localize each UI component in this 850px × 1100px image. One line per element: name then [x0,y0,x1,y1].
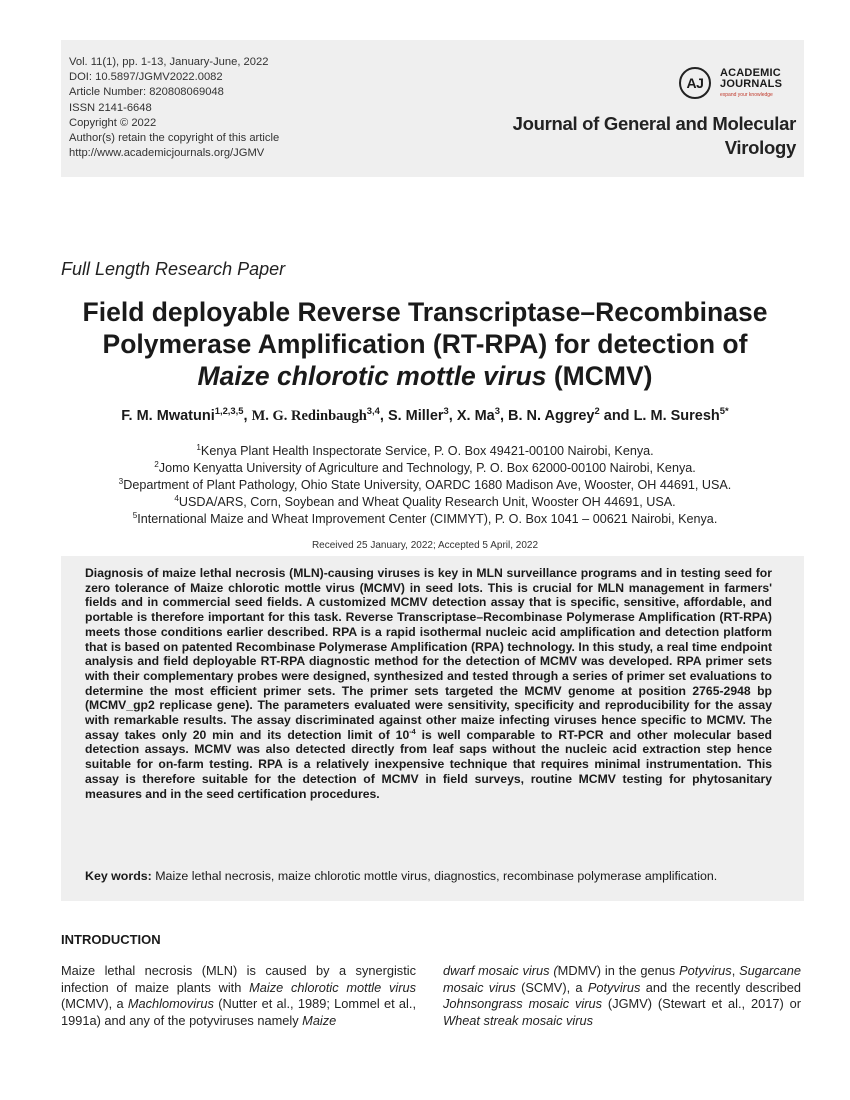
intro-text-italic: Johnsongrass mosaic virus [443,996,603,1012]
title-virus-name: Maize chlorotic mottle virus [197,361,547,391]
affiliation-text: Department of Plant Pathology, Ohio State University, OARDC 1680 Madison Ave, Wooster, OH 44691, USA. [123,478,732,492]
intro-text: and the recently described [640,979,801,995]
meta-copyright: Copyright © 2022 [69,116,157,129]
author-name: B. N. Aggrey [508,408,595,424]
author-name: S. Miller [387,408,444,424]
affiliation-sup: 1 [196,442,201,452]
logo-tagline: expand your knowledge [720,92,773,98]
intro-text: (MCMV), a [61,996,128,1012]
author-separator: , [499,408,509,424]
keywords-label: Key words: [85,869,152,883]
journal-title [513,112,796,160]
author-name: F. M. Mwatuni [121,408,215,424]
aj-logo-icon: AJ [679,67,711,99]
author-list [20,405,830,425]
meta-article-number: Article Number: 820808069048 [69,86,224,99]
meta-url[interactable]: http://www.academicjournals.org/JGMV [69,147,265,160]
author-affiliation-sup: 3 [494,405,500,417]
author-name: X. Ma [456,408,495,424]
detection-limit-exponent: -4 [409,726,416,736]
author-name: M. G. Redinbaugh [251,408,367,424]
logo-line-2: JOURNALS [720,78,783,90]
meta-rights: Author(s) retain the copyright of this article [69,132,280,145]
logo-wordmark [720,68,782,90]
journal-title-line-2: Virology [724,137,796,158]
meta-volume: Vol. 11(1), pp. 1-13, January-June, 2022 [69,56,269,68]
author-affiliation-sup: 3,4 [366,405,380,417]
intro-text: Maize lethal necrosis (MLN) is caused by a synergistic infection of maize plants with [61,963,416,995]
affiliations [40,443,810,528]
title-line-2: Polymerase Amplification (RT-RPA) for detection of [102,329,748,359]
intro-text-italic: Wheat streak mosaic virus [443,1012,594,1028]
intro-text: , [731,963,740,978]
author-separator: and [599,408,634,424]
author-affiliation-sup: 5* [719,405,729,417]
intro-text: (JGMV) (Stewart et al., 2017) or [602,996,801,1012]
intro-column-right [443,963,801,1029]
abstract-part-1: Diagnosis of maize lethal necrosis (MLN)-causing viruses is key in MLN surveillance programs and in testing seed for zero tolerance of Maize chlorotic mottle virus (MCMV) in seed lots. This is crucial for MLN management in farmers' fields and in commercial seed fields. A customized MCMV detection assay that is specific, sensitive, affordable, and portable is therefore important for this task. Reverse Transcriptase–Recombinase Polymerase Amplification (RT-RPA) meets those conditions earlier described. RPA is a rapid isothermal nucleic acid amplification and detection platform that is based on patented Recombinase Polymerase Amplification (RPA) technology. In this study, a real time endpoint analysis and field deployable RT-RPA diagnostic method for the detection of MCMV was developed. RPA primer sets with their complementary probes were designed, synthesized and tested through a series of primer set evaluations to determine the most efficient primer sets. The primer sets targeted the MCMV genome at position 2765-2948 bp (MCMV_gp2 replicase gene). The parameters evaluated were sensitivity, specificity and reproducibility for the assay with remarkable results. The assay discriminated against other maize infecting viruses hence specific to MCMV. The assay takes only 20 min and its detection limit of 10 [85,566,772,742]
intro-text-italic: Potyvirus [679,963,732,978]
author-separator: , [379,408,388,424]
affiliation-sup: 2 [154,459,159,469]
author-separator: , [448,408,457,424]
intro-text-italic: Sugarcane mosaic virus [443,963,801,995]
author-name: L. M. Suresh [633,408,720,424]
intro-text-italic: Machlomovirus [127,996,214,1012]
intro-column-left [61,963,416,1029]
paper-title [40,296,810,392]
affiliation-sup: 3 [118,476,124,486]
affiliation-1 [40,443,810,460]
intro-text: MDMV) in the genus [557,963,680,978]
keywords-text: Maize lethal necrosis, maize chlorotic mottle virus, diagnostics, recombinase polymerase amplification. [151,869,718,883]
intro-text-italic: Maize [302,1012,337,1028]
author-affiliation-sup: 3 [443,405,449,417]
affiliation-text: Jomo Kenyatta University of Agriculture and Technology, P. O. Box 62000-00100 Nairobi, Kenya. [158,461,696,475]
affiliation-2 [40,460,810,477]
abstract-text [85,566,772,801]
meta-doi: DOI: 10.5897/JGMV2022.0082 [69,71,223,84]
author-affiliation-sup: 1,2,3,5 [214,405,244,417]
intro-text: (SCMV), a [515,979,588,995]
article-metadata [69,55,279,161]
paper-type: Full Length Research Paper [61,259,286,279]
affiliation-text: USDA/ARS, Corn, Soybean and Wheat Quality Research Unit, Wooster OH 44691, USA. [178,495,676,509]
abstract-box [61,556,804,901]
title-line-1: Field deployable Reverse Transcriptase–Recombinase [82,297,768,327]
received-accepted-dates: Received 25 January, 2022; Accepted 5 April, 2022 [311,540,539,551]
logo-line-1: ACADEMIC [720,67,781,79]
title-line-3-rest: (MCMV) [546,361,653,391]
affiliation-4 [40,494,810,511]
affiliation-sup: 4 [174,493,179,503]
affiliation-text: International Maize and Wheat Improvement Center (CIMMYT), P. O. Box 1041 – 00621 Nairobi, Kenya. [137,512,718,526]
author-separator: , [243,408,252,424]
journal-title-line-1: Journal of General and Molecular [512,113,796,134]
author-affiliation-sup: 2 [594,405,600,417]
abstract-part-2: is well comparable to RT-PCR and other molecular based detection assays. MCMV was also detected directly from leaf saps without the nucleic acid extraction step hence suitable for on-farm testing. RPA is a relatively inexpensive technique that requires minimal instrumentation. This assay is therefore suitable for the detection of MCMV in field surveys, routine MCMV testing for phytosanitary measures and in the seed certification procedures. [85,727,772,801]
intro-text-italic: Potyvirus [587,979,641,995]
meta-issn: ISSN 2141-6648 [69,101,152,114]
journal-header [61,40,804,177]
affiliation-5 [40,511,810,528]
intro-text-italic: Maize chlorotic mottle virus [249,979,416,995]
intro-text: (Nutter et al., 1989; Lommel et al., 1991a) and any of the potyviruses namely [61,996,416,1028]
affiliation-3 [40,477,810,494]
introduction-heading: INTRODUCTION [61,932,161,947]
academic-journals-logo [679,64,797,104]
affiliation-sup: 5 [132,510,138,520]
intro-text-italic: dwarf mosaic virus ( [443,963,558,978]
title-line-3 [40,360,810,392]
affiliation-text: Kenya Plant Health Inspectorate Service, P. O. Box 49421-00100 Nairobi, Kenya. [200,444,654,458]
keywords [85,869,772,884]
